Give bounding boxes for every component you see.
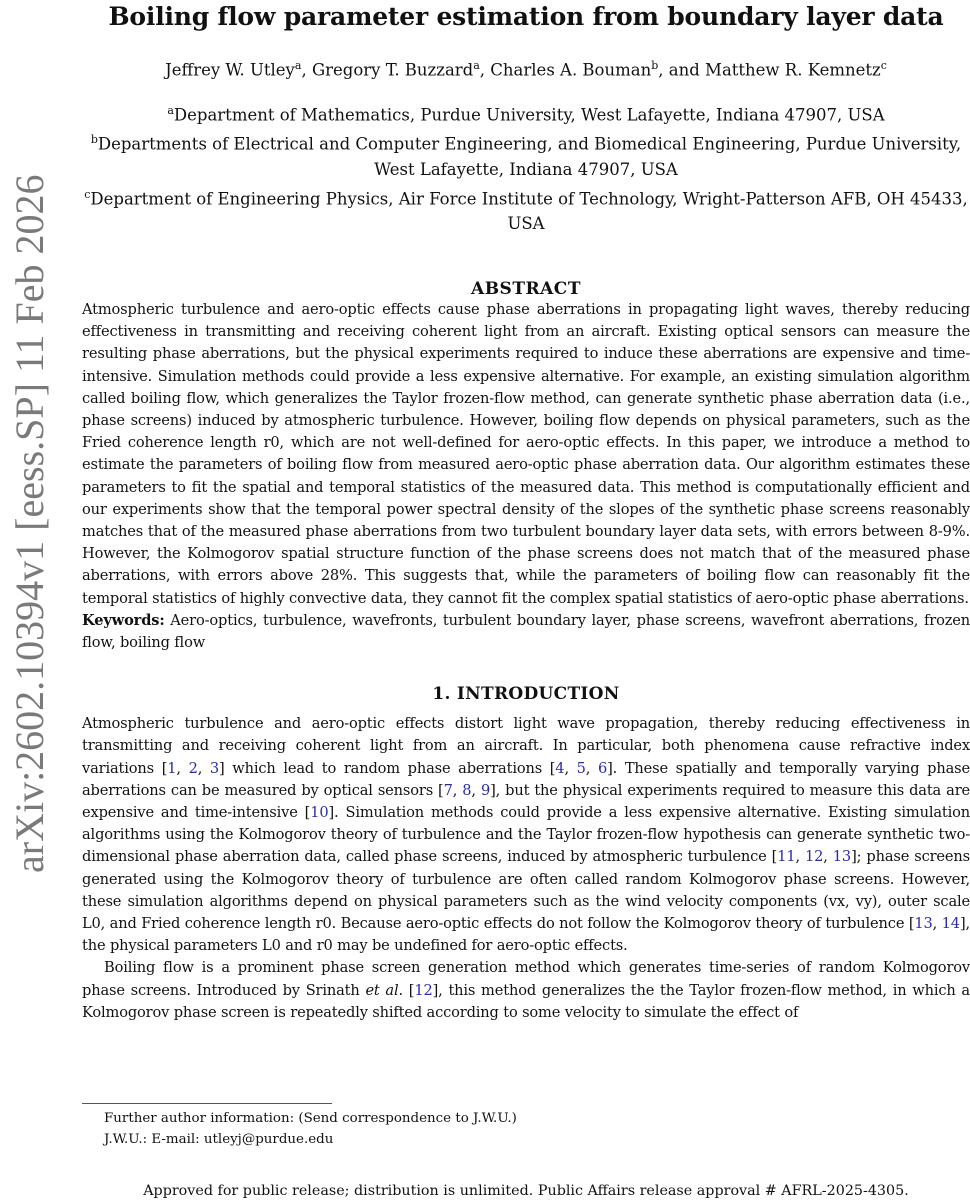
citation-link[interactable]: 7	[443, 781, 453, 799]
text-run: Atmospheric turbulence and aero-optic effects distort light wave propagation, thereby reducing effectiveness in transmitting and receiving coherent light from an aircraft. In particular, both phenomena cause refractive index variations [	[82, 715, 970, 777]
affiliation	[82, 182, 970, 237]
footnote-email: J.W.U.: E-mail: utleyj@purdue.edu	[104, 1132, 334, 1147]
abstract-heading: ABSTRACT	[471, 279, 581, 299]
text-run: ,	[471, 781, 481, 799]
citation-link[interactable]: 14	[941, 915, 960, 933]
text-run: ], but the physical experiments required to measure this data are expensive and time-intensive [	[82, 781, 970, 822]
text-run: ] which lead to random phase aberrations [	[219, 759, 556, 777]
affiliations	[82, 98, 970, 237]
citation-link[interactable]: 5	[576, 759, 586, 777]
citation-link[interactable]: 6	[597, 759, 608, 777]
citation-link[interactable]: 2	[188, 759, 198, 777]
text-run: ,	[176, 759, 189, 777]
citation-link[interactable]: 12	[805, 848, 824, 866]
keywords-text: Aero-optics, turbulence, wavefronts, turbulent boundary layer, phase screens, wavefront aberrations, frozen flow, boiling flow	[82, 611, 970, 652]
author-affil-mark: c	[880, 59, 887, 72]
text-run: ,	[932, 915, 942, 933]
keywords	[82, 610, 970, 654]
affiliation-text: Departments of Electrical and Computer Engineering, and Biomedical Engineering, Purdue University, West Lafayette, Indiana 47907, USA	[97, 134, 962, 179]
citation-link[interactable]: 10	[310, 804, 329, 822]
author-affil-mark: a	[473, 59, 480, 72]
text-run: ]; phase screens generated using the Kolmogorov theory of turbulence are often called random Kolmogorov phase screens. However, these simulation algorithms depend on physical parameters such as the wind velocity components (vx, vy), outer scale L0, and Fried coherence length r0. Because aero-optic effects do not follow the Kolmogorov theory of turbulence [	[82, 848, 970, 933]
text-run: ], the physical parameters L0 and r0 may be undefined for aero-optic effects.	[82, 915, 970, 955]
affiliation-mark: b	[90, 133, 98, 146]
arxiv-identifier: arXiv:2602.10394v1 [eess.SP] 11 Feb 2026	[7, 174, 52, 873]
text-run: ]. Simulation methods could provide a less expensive alternative. Existing simulation algorithms using the Kolmogorov theory of turbulence and the Taylor frozen-flow hypothesis can generate synthetic two-dimensional phase aberration data, called phase screens, induced by atmospheric turbulence [	[82, 804, 970, 866]
author-name: Charles A. Bouman	[490, 60, 652, 80]
release-approval: Approved for public release; distribution is unlimited. Public Affairs release approval # AFRL-2025-4305.	[143, 1183, 909, 1199]
paper-title: Boiling flow parameter estimation from boundary layer data	[108, 2, 944, 31]
citation-link[interactable]: 8	[462, 781, 472, 799]
footnote-author-info: Further author information: (Send correspondence to J.W.U.)	[104, 1111, 517, 1126]
citation-link[interactable]: 13	[914, 915, 933, 933]
text-run: ,	[197, 759, 210, 777]
affiliation-mark: a	[167, 103, 174, 117]
text-run: ,	[452, 781, 463, 799]
paper-page	[82, 0, 970, 1199]
affiliation	[82, 98, 970, 128]
citation-link[interactable]: 12	[414, 981, 433, 999]
text-run: Boiling flow is a prominent phase screen generation method which generates time-series of random Kolmogorov phase screens. Introduced by Srinath	[82, 959, 970, 999]
abstract-text: Atmospheric turbulence and aero-optic effects cause phase aberrations in propagating light waves, thereby reducing effectiveness in transmitting and receiving coherent light from an aircraft. Existing optical sensors can measure the resulting phase aberrations, but the physical experiments required to induce these aberrations are expensive and time-intensive. Simulation methods could provide a less expensive alternative. For example, an existing simulation algorithm called boiling flow, which generalizes the Taylor frozen-flow method, can generate synthetic phase aberration data (i.e., phase screens) induced by atmospheric turbulence. However, boiling flow depends on physical parameters, such as the Fried coherence length r0, which are not well-defined for aero-optic effects. In this paper, we introduce a method to estimate the parameters of boiling flow from measured aero-optic phase aberration data. Our algorithm estimates these parameters to fit the spatial and temporal statistics of the measured data. This method is computationally efficient and our experiments show that the temporal power spectral density of the slopes of the synthetic phase screens reasonably matches that of the measured phase aberrations from two turbulent boundary layer data sets, with errors between 8-9%. However, the Kolmogorov spatial structure function of the phase screens does not match that of the measured phase aberrations, with errors above 28%. This suggests that, while the parameters of boiling flow can reasonably fit the temporal statistics of highly convective data, they cannot fit the complex spatial statistics of aero-optic phase aberrations.	[82, 301, 970, 607]
text-run: ], this method generalizes the the Taylor frozen-flow method, in which a Kolmogorov phase screen is repeatedly shifted according to some velocity to simulate the effect of	[82, 981, 970, 1021]
text-run: ,	[564, 759, 577, 777]
footnote-divider	[82, 1103, 332, 1104]
author-affil-mark: b	[651, 59, 659, 72]
section-heading-introduction: 1. INTRODUCTION	[432, 684, 620, 705]
keywords-label: Keywords:	[82, 611, 165, 629]
citation-link[interactable]: 4	[555, 759, 565, 777]
author-name: Gregory T. Buzzard	[311, 60, 474, 80]
citation-link[interactable]: 3	[209, 759, 220, 777]
citation-link[interactable]: 13	[832, 848, 852, 866]
author-affil-mark: a	[294, 59, 302, 72]
text-run: ,	[823, 848, 833, 866]
citation-link[interactable]: 1	[167, 759, 177, 777]
citation-link[interactable]: 11	[777, 848, 796, 866]
intro-paragraph-2	[82, 957, 970, 1024]
text-run-italic: et al.	[365, 981, 403, 999]
affiliation-text: Department of Engineering Physics, Air Force Institute of Technology, Wright-Patterson AFB, OH 45433, USA	[90, 189, 968, 233]
affiliation-text: Department of Mathematics, Purdue University, West Lafayette, Indiana 47907, USA	[173, 105, 885, 124]
intro-paragraph-1	[82, 713, 970, 957]
affiliation-mark: c	[84, 187, 91, 201]
citation-link[interactable]: 9	[480, 781, 491, 799]
text-run: [	[403, 981, 415, 999]
author-list: Jeffrey W. Utley$^a$, Gregory T. Buzzard$^a$, Charles A. Bouman$^b$, and Matthew R. Kemnetz$^c$	[165, 59, 887, 80]
text-run: ]. These spatially and temporally varying phase aberrations can be measured by optical sensors [	[82, 759, 970, 799]
author-name: Jeffrey W. Utley	[165, 60, 295, 80]
text-run: ,	[585, 759, 598, 777]
affiliation	[82, 127, 970, 182]
author-name: Matthew R. Kemnetz	[705, 60, 881, 80]
text-run: ,	[795, 848, 806, 866]
